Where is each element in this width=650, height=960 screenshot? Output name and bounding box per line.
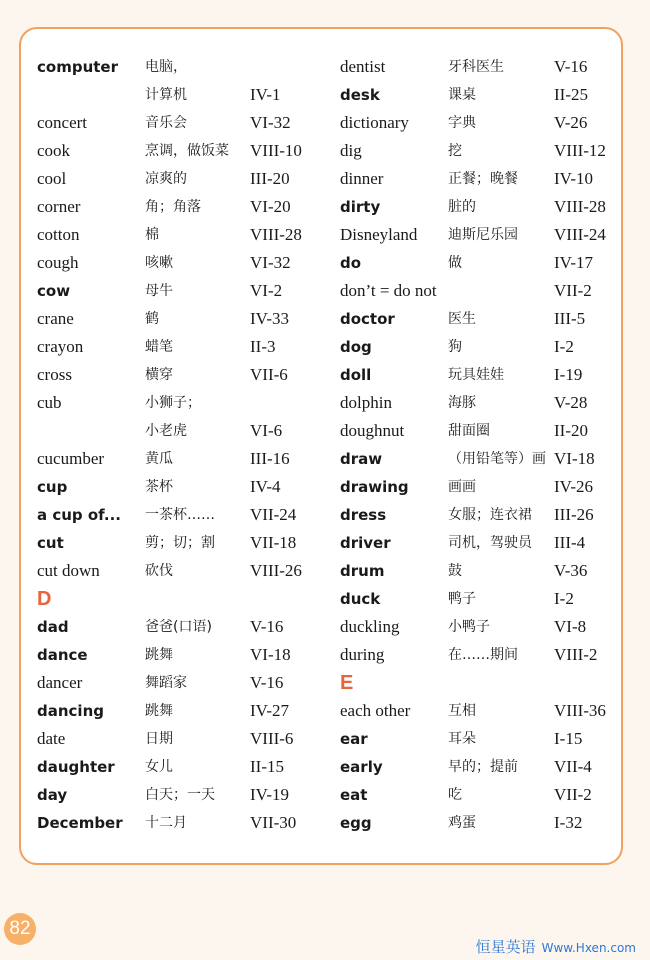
entry-meaning: 牙科医生 [448, 59, 504, 75]
entry-reference: VII-4 [554, 757, 592, 776]
entry-meaning: 剪；切；割 [145, 535, 215, 551]
entry-reference: VIII-26 [250, 561, 302, 580]
entry-word: dog [340, 338, 372, 356]
entry-meaning: 蜡笔 [145, 339, 173, 355]
entry-reference: V-36 [554, 561, 588, 580]
entry-meaning: 早的；提前 [448, 759, 518, 775]
entry-word: eat [340, 786, 368, 804]
entry-reference: I-32 [554, 813, 583, 832]
entry-word: duckling [340, 617, 400, 636]
entry-meaning: 舞蹈家 [145, 675, 187, 691]
entry-reference: III-20 [250, 169, 290, 188]
entry-meaning: （用铅笔等）画 [448, 451, 546, 467]
entry-meaning: 咳嗽 [145, 255, 173, 271]
entry-word: cross [37, 365, 72, 384]
entry-reference: VIII-28 [250, 225, 302, 244]
entry-meaning: 白天；一天 [145, 787, 215, 803]
entry-word: doll [340, 366, 372, 384]
entry-word: doctor [340, 310, 395, 328]
entry-word: computer [37, 58, 118, 76]
entry-meaning: 鸡蛋 [448, 815, 476, 831]
entry-meaning: 计算机 [145, 87, 187, 103]
entry-meaning: 互相 [448, 703, 476, 719]
entry-word: day [37, 786, 68, 804]
entry-meaning: 吃 [448, 787, 462, 803]
entry-meaning: 甜面圈 [448, 423, 490, 439]
entry-meaning: 角；角落 [145, 199, 201, 215]
entry-meaning: 司机，驾驶员 [448, 535, 532, 551]
entry-word: doughnut [340, 421, 405, 440]
entry-word: cub [37, 393, 62, 412]
entry-meaning: 女儿 [145, 759, 173, 775]
entry-word: December [37, 814, 123, 832]
entry-reference: V-16 [250, 617, 284, 636]
entry-reference: IV-33 [250, 309, 290, 328]
entry-meaning: 小老虎 [145, 423, 187, 439]
entry-word: dad [37, 618, 69, 636]
entry-meaning: 十二月 [145, 815, 187, 831]
entry-word: don’t = do not [340, 281, 437, 300]
entry-word: a cup of... [37, 506, 121, 524]
entry-reference: VIII-6 [250, 729, 294, 748]
entry-word: dictionary [340, 113, 409, 132]
entry-meaning: 黄瓜 [145, 451, 173, 467]
entry-word: daughter [37, 758, 115, 776]
entry-reference: III-26 [554, 505, 594, 524]
entry-reference: III-4 [554, 533, 586, 552]
entry-meaning: 茶杯 [145, 479, 173, 495]
entry-meaning: 凉爽的 [145, 171, 187, 187]
entry-meaning: 海豚 [448, 395, 476, 411]
entry-meaning: 小狮子； [145, 395, 201, 411]
entry-reference: VIII-36 [554, 701, 606, 720]
entry-reference: VIII-10 [250, 141, 302, 160]
section-letter: E [340, 672, 354, 694]
entry-word: dirty [340, 198, 381, 216]
entry-reference: VI-18 [250, 645, 291, 664]
entry-reference: V-16 [250, 673, 284, 692]
entry-word: draw [340, 450, 383, 468]
entry-reference: VII-24 [250, 505, 297, 524]
entry-meaning: 课桌 [448, 87, 476, 103]
section-letter: D [37, 588, 52, 610]
entry-reference: IV-27 [250, 701, 290, 720]
entry-word: dress [340, 506, 387, 524]
entry-meaning: 跳舞 [145, 647, 173, 663]
entry-word: dolphin [340, 393, 392, 412]
entry-reference: II-20 [554, 421, 588, 440]
entry-reference: IV-17 [554, 253, 594, 272]
entry-reference: VI-6 [250, 421, 283, 440]
entry-word: cut down [37, 561, 100, 580]
entry-word: duck [340, 590, 381, 608]
entry-reference: VI-8 [554, 617, 587, 636]
entry-word: early [340, 758, 383, 776]
entry-reference: IV-1 [250, 85, 281, 104]
entry-meaning: 玩具娃娃 [448, 367, 504, 383]
entry-word: cucumber [37, 449, 105, 468]
entry-word: crayon [37, 337, 84, 356]
entry-word: drawing [340, 478, 409, 496]
entry-word: date [37, 729, 66, 748]
entry-meaning: 迪斯尼乐园 [448, 227, 518, 243]
entry-meaning: 爸爸(口语) [145, 619, 212, 635]
entry-meaning: 母牛 [145, 283, 173, 299]
entry-reference: VI-32 [250, 253, 291, 272]
entry-reference: I-2 [554, 589, 574, 608]
entry-meaning: 画画 [448, 479, 476, 495]
entry-reference: I-19 [554, 365, 583, 384]
entry-word: dancer [37, 673, 83, 692]
entry-word: cotton [37, 225, 80, 244]
entry-reference: II-25 [554, 85, 588, 104]
entry-word: driver [340, 534, 391, 552]
entry-word: dance [37, 646, 88, 664]
entry-word: cow [37, 282, 71, 300]
entry-reference: VII-2 [554, 785, 592, 804]
entry-word: concert [37, 113, 88, 132]
entry-reference: VIII-24 [554, 225, 606, 244]
brand-name: 恒星英语 [475, 938, 536, 956]
entry-reference: IV-19 [250, 785, 290, 804]
entry-reference: IV-10 [554, 169, 594, 188]
entry-reference: VII-2 [554, 281, 592, 300]
entry-meaning: 医生 [448, 311, 476, 327]
entry-reference: VI-32 [250, 113, 291, 132]
entry-meaning: 跳舞 [145, 703, 173, 719]
entry-meaning: 字典 [448, 115, 476, 131]
entry-reference: VIII-2 [554, 645, 598, 664]
entry-reference: VIII-28 [554, 197, 606, 216]
brand-footer [476, 936, 636, 957]
entry-word: ear [340, 730, 368, 748]
entry-meaning: 鹤 [145, 311, 159, 327]
entry-reference: VI-18 [554, 449, 595, 468]
entry-meaning: 耳朵 [448, 731, 476, 747]
entry-reference: VI-20 [250, 197, 291, 216]
entry-word: dancing [37, 702, 104, 720]
entry-word: cook [37, 141, 71, 160]
entry-meaning: 烹调，做饭菜 [145, 143, 229, 159]
entry-meaning: 女服；连衣裙 [448, 507, 532, 523]
entry-reference: II-3 [250, 337, 276, 356]
entry-word: cool [37, 169, 67, 188]
entry-meaning: 正餐；晚餐 [448, 171, 518, 187]
entry-meaning: 砍伐 [145, 563, 173, 579]
entry-word: corner [37, 197, 81, 216]
entry-word: cough [37, 253, 79, 272]
entry-meaning: 一茶杯…… [145, 507, 215, 523]
entry-word: desk [340, 86, 380, 104]
entry-reference: VII-30 [250, 813, 297, 832]
entry-word: Disneyland [340, 225, 418, 244]
entry-word: cut [37, 534, 64, 552]
entry-word: do [340, 254, 362, 272]
entry-word: each other [340, 701, 411, 720]
entry-word: dentist [340, 57, 386, 76]
entry-meaning: 做 [448, 255, 462, 271]
entry-reference: III-16 [250, 449, 290, 468]
entry-reference: V-28 [554, 393, 588, 412]
entry-reference: IV-26 [554, 477, 594, 496]
entry-reference: VII-18 [250, 533, 297, 552]
entry-word: dig [340, 141, 362, 160]
page-number: 82 [4, 913, 36, 945]
entry-meaning: 日期 [145, 731, 173, 747]
entry-meaning: 挖 [448, 143, 462, 159]
entry-reference: V-26 [554, 113, 588, 132]
entry-meaning: 脏的 [448, 199, 476, 215]
entry-word: crane [37, 309, 74, 328]
entry-reference: I-2 [554, 337, 574, 356]
entry-meaning: 在……期间 [448, 647, 518, 663]
entry-reference: IV-4 [250, 477, 281, 496]
entry-meaning: 横穿 [145, 367, 173, 383]
entry-reference: VI-2 [250, 281, 283, 300]
entry-word: drum [340, 562, 385, 580]
entry-reference: V-16 [554, 57, 588, 76]
entry-meaning: 鸭子 [448, 591, 476, 607]
entry-meaning: 狗 [448, 339, 462, 355]
entry-word: cup [37, 478, 68, 496]
entry-reference: II-15 [250, 757, 284, 776]
entry-reference: VII-6 [250, 365, 288, 384]
entry-meaning: 鼓 [448, 563, 462, 579]
entry-word: egg [340, 814, 372, 832]
entry-reference: VIII-12 [554, 141, 606, 160]
entry-meaning: 电脑， [145, 59, 187, 75]
entry-meaning: 小鸭子 [448, 619, 490, 635]
entry-word: during [340, 645, 385, 664]
entry-meaning: 音乐会 [145, 115, 187, 131]
entry-word: dinner [340, 169, 384, 188]
entry-reference: III-5 [554, 309, 586, 328]
brand-url: Www.Hxen.com [541, 941, 636, 955]
entry-reference: I-15 [554, 729, 583, 748]
entry-meaning: 棉 [145, 227, 159, 243]
